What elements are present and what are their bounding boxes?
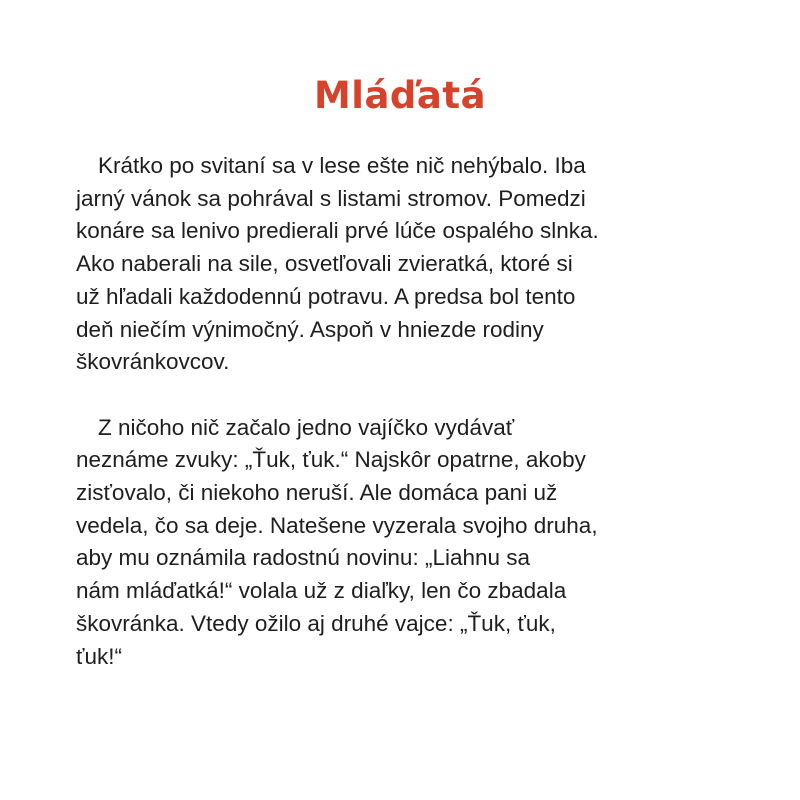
text-line: vedela, čo sa deje. Natešene vyzerala svojho druha, <box>76 512 598 538</box>
text-line: už hľadali každodennú potravu. A predsa bol tento <box>76 283 576 309</box>
text-line: zisťovalo, či niekoho neruší. Ale domáca pani už <box>76 480 558 506</box>
page-title: Mláďatá <box>313 74 487 117</box>
text-line: škovránka. Vtedy ožilo aj druhé vajce: „Ťuk, ťuk, <box>76 610 556 636</box>
text-line: Ako naberali na sile, osvetľovali zvieratká, ktoré si <box>76 251 573 277</box>
text-line: nám mláďatká!“ volala už z diaľky, len čo zbadala <box>76 578 567 604</box>
text-line: neznáme zvuky: „Ťuk, ťuk.“ Najskôr opatrne, akoby <box>76 447 586 473</box>
text-line: jarný vánok sa pohrával s listami stromov. Pomedzi <box>76 185 586 211</box>
text-line: deň niečím výnimočný. Aspoň v hniezde rodiny <box>76 316 544 342</box>
story-text <box>76 150 736 673</box>
text-line: konáre sa lenivo predierali prvé lúče ospalého slnka. <box>76 218 599 244</box>
paragraph-2 <box>76 412 736 674</box>
text-line: ťuk!“ <box>76 643 122 669</box>
text-line: škovránkovcov. <box>76 349 230 375</box>
text-line: Krátko po svitaní sa v lese ešte nič nehýbalo. Iba <box>98 153 586 178</box>
text-line: Z ničoho nič začalo jedno vajíčko vydávať <box>98 414 515 440</box>
paragraph-1 <box>76 150 736 379</box>
paragraph-gap <box>76 379 736 412</box>
text-line: aby mu oznámila radostnú novinu: „Liahnu sa <box>76 545 531 571</box>
